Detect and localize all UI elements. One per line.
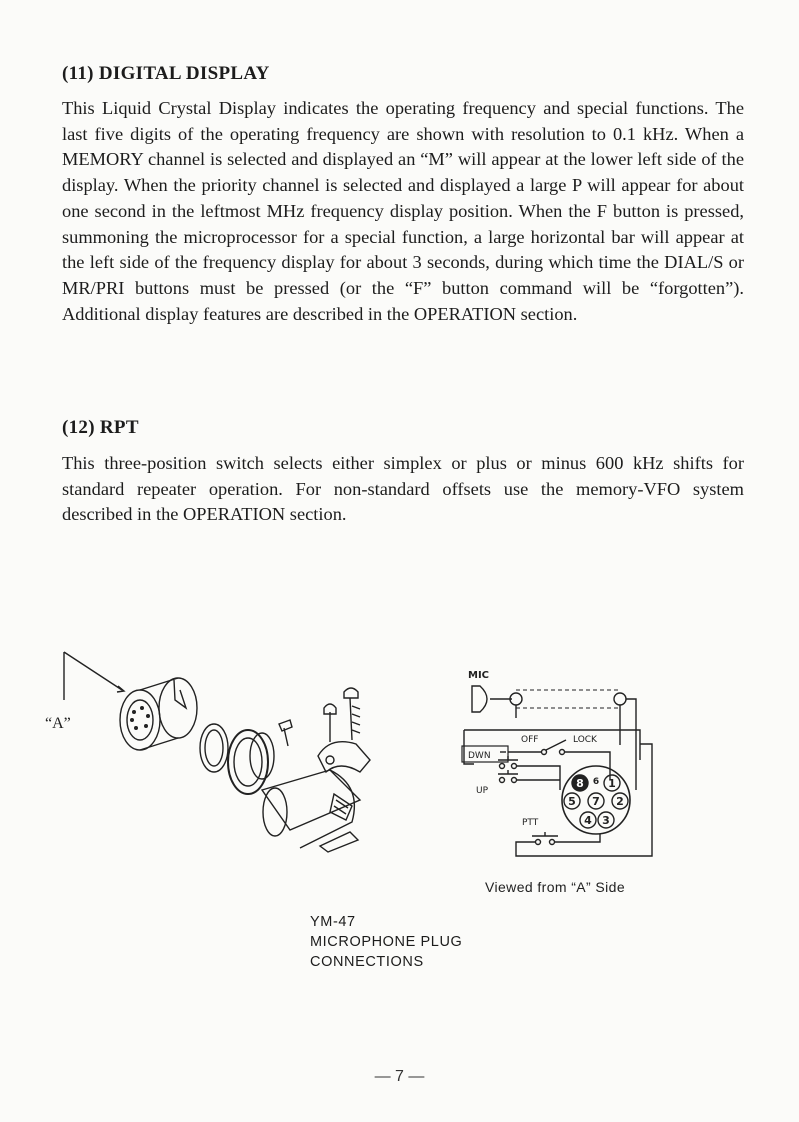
pin-2: 2 — [616, 795, 624, 808]
plug-model: YM-47 — [310, 914, 356, 930]
section-12-body: This three-position switch selects either simplex or plus or minus 600 kHz shifts for standard repeater operation. For non-standard offsets use the memory-VFO system described in the OPERATION section. — [62, 453, 744, 525]
pin-5: 5 — [568, 795, 576, 808]
section-12-title: (12) RPT — [62, 417, 139, 438]
section-11-body: This Liquid Crystal Display indicates the operating frequency and special functions. The last five digits of the operating frequency are shown with resolution to 0.1 kHz. When a MEMORY channel is selected and displayed an “M” will appear at the lower left side of the display. When the priority channel is selected and displayed a large P will appear for about one second in the leftmost MHz frequency display position. When the F button is pressed, summoning the microprocessor for a special function, a large horizontal bar will appear at the left side of the frequency display for about 3 seconds, during which time the DIAL/S or MR/PRI buttons must be pressed (or the “F” button command will be “forgotten”). Additional display features are described in the OPERATION section. — [62, 98, 744, 324]
ptt-label: PTT — [522, 818, 539, 828]
down-label: DWN — [468, 751, 491, 761]
mic-label: MIC — [468, 670, 490, 681]
up-button-icon — [498, 770, 518, 774]
plug-title-line-2: CONNECTIONS — [310, 954, 424, 970]
viewed-from-caption: Viewed from “A” Side — [485, 879, 626, 895]
plug-label — [310, 912, 462, 972]
off-label: OFF — [521, 735, 539, 745]
ptt-button-icon — [532, 832, 558, 836]
pin-1: 1 — [608, 777, 616, 790]
lock-label: LOCK — [573, 735, 597, 745]
page-number: — 7 — — [374, 1068, 425, 1085]
wiring-schematic — [462, 670, 652, 856]
mic-element-icon — [472, 686, 487, 712]
side-a-label: “A” — [45, 715, 71, 732]
section-11-title: (11) DIGITAL DISPLAY — [62, 63, 270, 84]
up-label: UP — [476, 786, 489, 796]
plug-exploded-view — [45, 652, 370, 852]
plug-title-line-1: MICROPHONE PLUG — [310, 934, 463, 950]
pin-6: 6 — [592, 777, 600, 787]
pin-3: 3 — [602, 814, 610, 827]
microphone-plug-diagram — [0, 630, 799, 910]
lock-switch-icon — [546, 740, 566, 750]
down-button-icon — [498, 756, 518, 760]
pin-8: 8 — [576, 777, 584, 790]
pin-7: 7 — [592, 795, 600, 808]
pin-4: 4 — [584, 814, 592, 827]
